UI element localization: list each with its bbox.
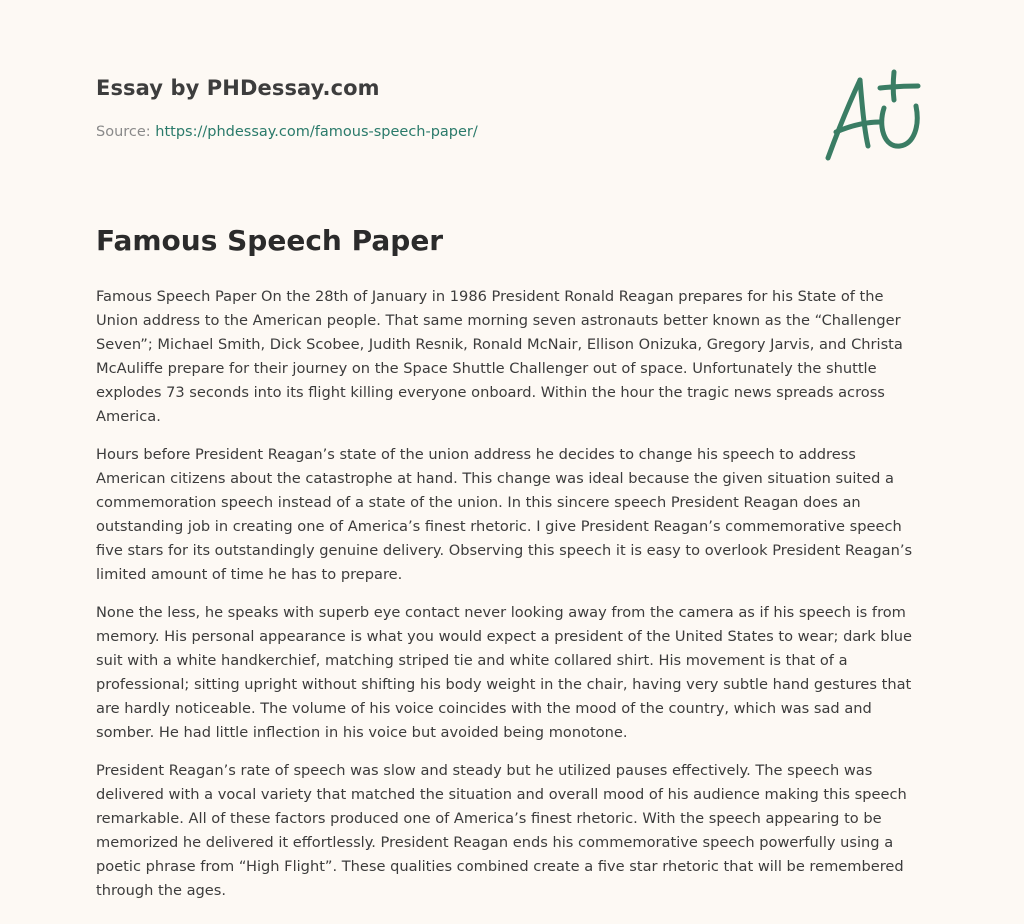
source-line	[96, 124, 478, 140]
source-label: Source:	[96, 124, 151, 140]
site-title: Essay by PHDessay.com	[96, 76, 380, 100]
source-link[interactable]: https://phdessay.com/famous-speech-paper/	[155, 124, 478, 140]
document-title: Famous Speech Paper	[96, 224, 444, 257]
paragraph: President Reagan’s rate of speech was slow and steady but he utilized pauses effectively. The speech was delivered with a vocal variety that matched the situation and overall mood of his audience making this speech remarkable. All of these factors produced one of America’s finest rhetoric. With the speech appearing to be memorized he delivered it effortlessly. President Reagan ends his commemorative speech powerfully using a poetic phrase from “High Flight”. These qualities combined create a five star rhetoric that will be remembered through the ages.	[96, 762, 907, 899]
paragraph: Famous Speech Paper On the 28th of January in 1986 President Ronald Reagan prepares for his State of the Union address to the American people. That same morning seven astronauts better known as the “Challenger Seven”; Michael Smith, Dick Scobee, Judith Resnik, Ronald McNair, Ellison Onizuka, Gregory Jarvis, and Christa McAuliffe prepare for their journey on the Space Shuttle Challenger out of space. Unfortunately the shuttle explodes 73 seconds into its flight killing everyone onboard. Within the hour the tragic news spreads across America.	[96, 288, 903, 425]
essay-body	[96, 285, 926, 917]
paragraph: None the less, he speaks with superb eye contact never looking away from the camera as if his speech is from memory. His personal appearance is what you would expect a president of the United States to wear; dark blue suit with a white handkerchief, matching striped tie and white collared shirt. His movement is that of a professional; sitting upright without shifting his body weight in the chair, having very subtle hand gestures that are hardly noticeable. The volume of his voice coincides with the mood of the country, which was sad and somber. He had little inflection in his voice but avoided being monotone.	[96, 604, 912, 741]
essay-page	[96, 0, 928, 924]
paragraph: Hours before President Reagan’s state of the union address he decides to change his speech to address American citizens about the catastrophe at hand. This change was ideal because the given situation suited a commemoration speech instead of a state of the union. In this sincere speech President Reagan does an outstanding job in creating one of America’s finest rhetoric. I give President Reagan’s commemorative speech five stars for its outstandingly genuine delivery. Observing this speech it is easy to overlook President Reagan’s limited amount of time he has to prepare.	[96, 446, 913, 583]
a-plus-logo-icon	[822, 66, 928, 166]
